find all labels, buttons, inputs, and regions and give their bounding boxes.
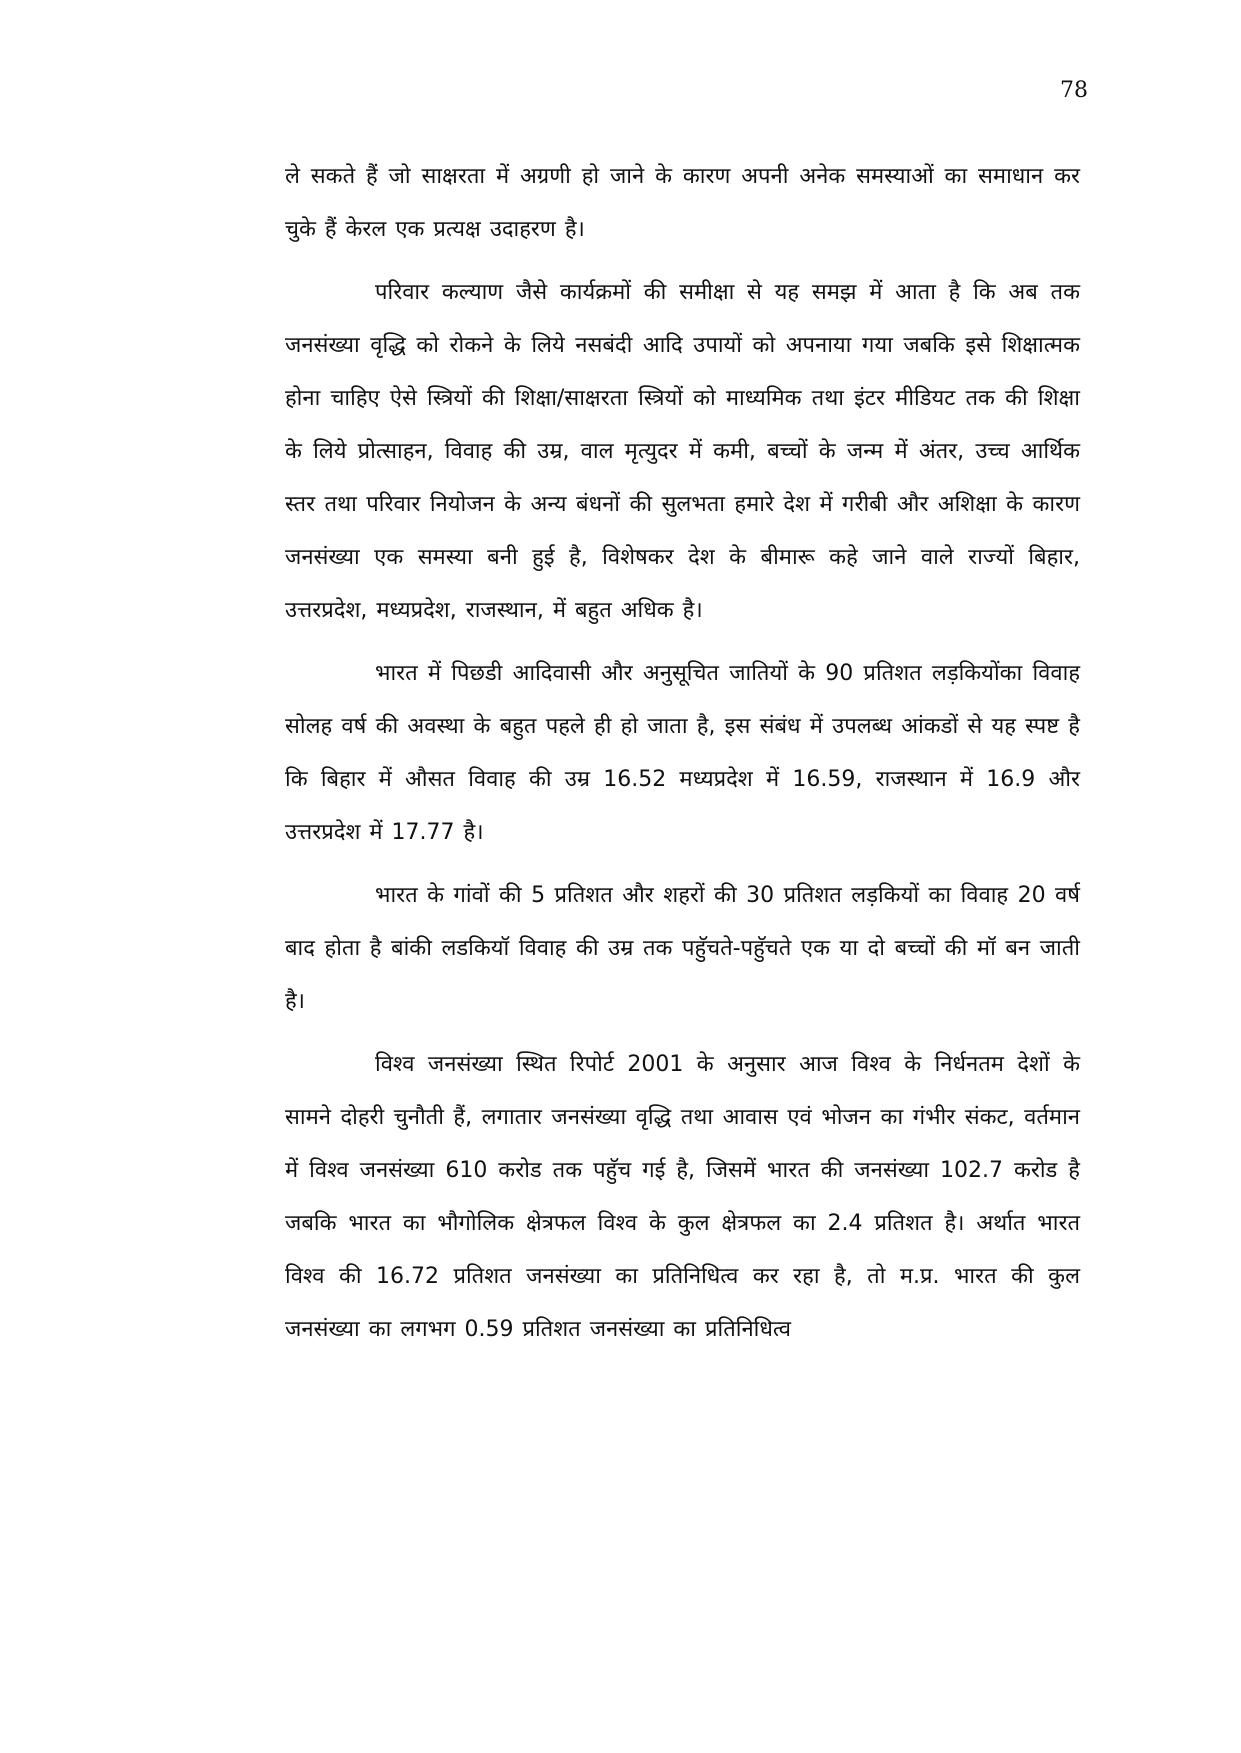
page-number: 78 — [1060, 78, 1088, 103]
paragraph-kerala-literacy: ले सकते हैं जो साक्षरता में अग्रणी हो जाने के कारण अपनी अनेक समस्याओं का समाधान कर चुके हैं केरल एक प्रत्यक्ष उदाहरण है। — [285, 164, 1080, 242]
paragraph-world-population-report: विश्व जनसंख्या स्थित रिपोर्ट 2001 के अनुसार आज विश्व के निर्धनतम देशों के सामने दोहरी चुनौती हैं, लगातार जनसंख्या वृद्धि तथा आवास एवं भोजन का गंभीर संकट, वर्तमान में विश्व जनसंख्या 610 करोड तक पहुॅच गई है, जिसमें भारत की जनसंख्या 102.7 करोड है जबकि भारत का भौगोलिक क्षेत्रफल विश्व के कुल क्षेत्रफल का 2.4 प्रतिशत है। अर्थात भारत विश्व की 16.72 प्रतिशत जनसंख्या का प्रतिनिधित्व कर रहा है, तो म.प्र. भारत की कुल जनसंख्या का लगभग 0.59 प्रतिशत जनसंख्या का प्रतिनिधित्व — [285, 1052, 1080, 1342]
paragraph-village-city-girls: भारत के गांवों की 5 प्रतिशत और शहरों की 30 प्रतिशत लड़कियों का विवाह 20 वर्ष बाद होता है बांकी लडकियॉ विवाह की उम्र तक पहुॅचते-पहुॅचते एक या दो बच्चों की मॉ बन जाती है। — [285, 883, 1080, 1014]
body-text — [285, 150, 1080, 1356]
paragraph-family-welfare: परिवार कल्याण जैसे कार्यक्रमों की समीक्षा से यह समझ में आता है कि अब तक जनसंख्या वृद्धि को रोकने के लिये नसबंदी आदि उपायों को अपनाया गया जबकि इसे शिक्षात्मक होना चाहिए ऐसे स्त्रियों की शिक्षा/साक्षरता स्त्रियों को माध्यमिक तथा इंटर मीडियट तक की शिक्षा के लिये प्रोत्साहन, विवाह की उम्र, वाल मृत्युदर में कमी, बच्चों के जन्म में अंतर, उच्च आर्थिक स्तर तथा परिवार नियोजन के अन्य बंधनों की सुलभता हमारे देश में गरीबी और अशिक्षा के कारण जनसंख्या एक समस्या बनी हुई है, विशेषकर देश के बीमारू कहे जाने वाले राज्यों बिहार, उत्तरप्रदेश, मध्यप्रदेश, राजस्थान, में बहुत अधिक है। — [285, 280, 1080, 623]
paragraph-marriage-age: भारत में पिछडी आदिवासी और अनुसूचित जातियों के 90 प्रतिशत लड़कियोंका विवाह सोलह वर्ष की अवस्था के बहुत पहले ही हो जाता है, इस संबंध में उपलब्ध आंकडों से यह स्पष्ट है कि बिहार में औसत विवाह की उम्र 16.52 मध्यप्रदेश में 16.59, राजस्थान में 16.9 और उत्तरप्रदेश में 17.77 है। — [285, 661, 1080, 845]
